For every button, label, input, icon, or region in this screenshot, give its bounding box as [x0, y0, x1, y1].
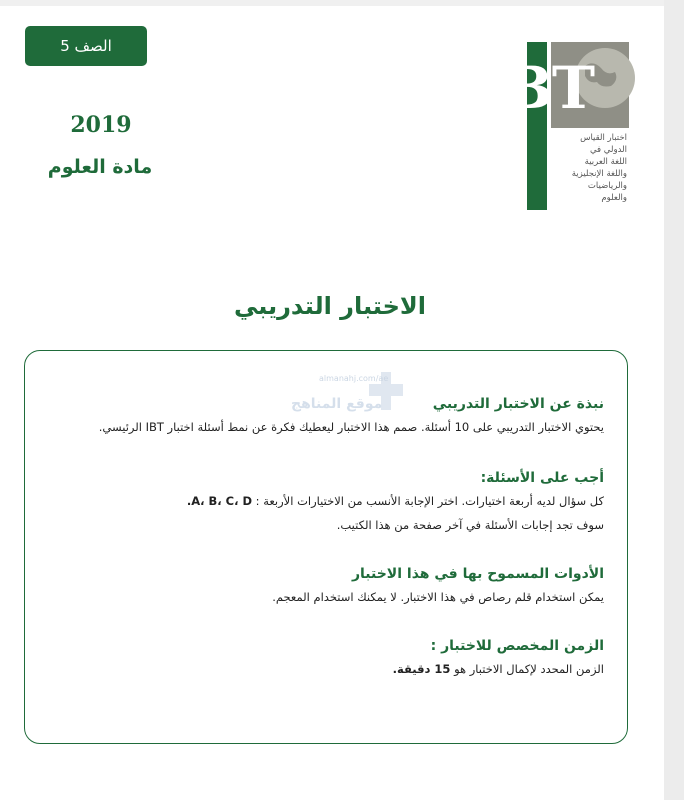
- time-value: 15 دقيقة.: [392, 662, 451, 676]
- svg-text:T: T: [551, 54, 595, 122]
- section-text: يحتوي الاختبار التدريبي على 10 أسئلة. صمم هذا الاختبار ليعطيك فكرة عن نمط أسئلة اختبار IBT الرئيسي.: [98, 420, 604, 434]
- page-title: الاختبار التدريبي: [234, 292, 426, 320]
- watermark-text: موقع المناهج: [291, 396, 383, 412]
- grade-badge: الصف 5: [25, 26, 147, 66]
- answer-options: A، B، C، D.: [186, 494, 253, 508]
- section-about: [64, 396, 604, 442]
- section-heading: أجب على الأسئلة:: [480, 470, 604, 486]
- year-label: 2019: [70, 112, 132, 138]
- section-heading: الأدوات المسموح بها في هذا الاختبار: [351, 566, 604, 582]
- section-heading: الزمن المخصص للاختبار :: [430, 638, 604, 654]
- subject-label: مادة العلوم: [47, 156, 153, 178]
- page-top-edge: [0, 0, 684, 6]
- section-text: يمكن استخدام قلم رصاص في هذا الاختبار. لا يمكنك استخدام المعجم.: [272, 590, 604, 604]
- section-time: [64, 638, 604, 684]
- section-answer: [64, 470, 604, 540]
- section-text: سوف تجد إجابات الأسئلة في آخر صفحة من هذا الكتيب.: [336, 518, 604, 532]
- section-text: كل سؤال لديه أربعة اختيارات. اختر الإجابة الأنسب من الاختيارات الأربعة : A، B، C، D.: [186, 494, 604, 508]
- section-tools: [64, 566, 604, 612]
- section-text: الزمن المحدد لإكمال الاختبار هو 15 دقيقة.: [392, 662, 604, 676]
- svg-text:B: B: [503, 54, 553, 122]
- watermark-url: almanahj.com/ae: [319, 374, 389, 383]
- section-heading: نبذة عن الاختبار التدريبي: [432, 396, 604, 412]
- logo-tagline: اختبار القياس الدولي في اللغة العربية واللغة الإنجليزية والرياضيات والعلوم: [571, 133, 627, 203]
- page-right-edge: [664, 0, 684, 800]
